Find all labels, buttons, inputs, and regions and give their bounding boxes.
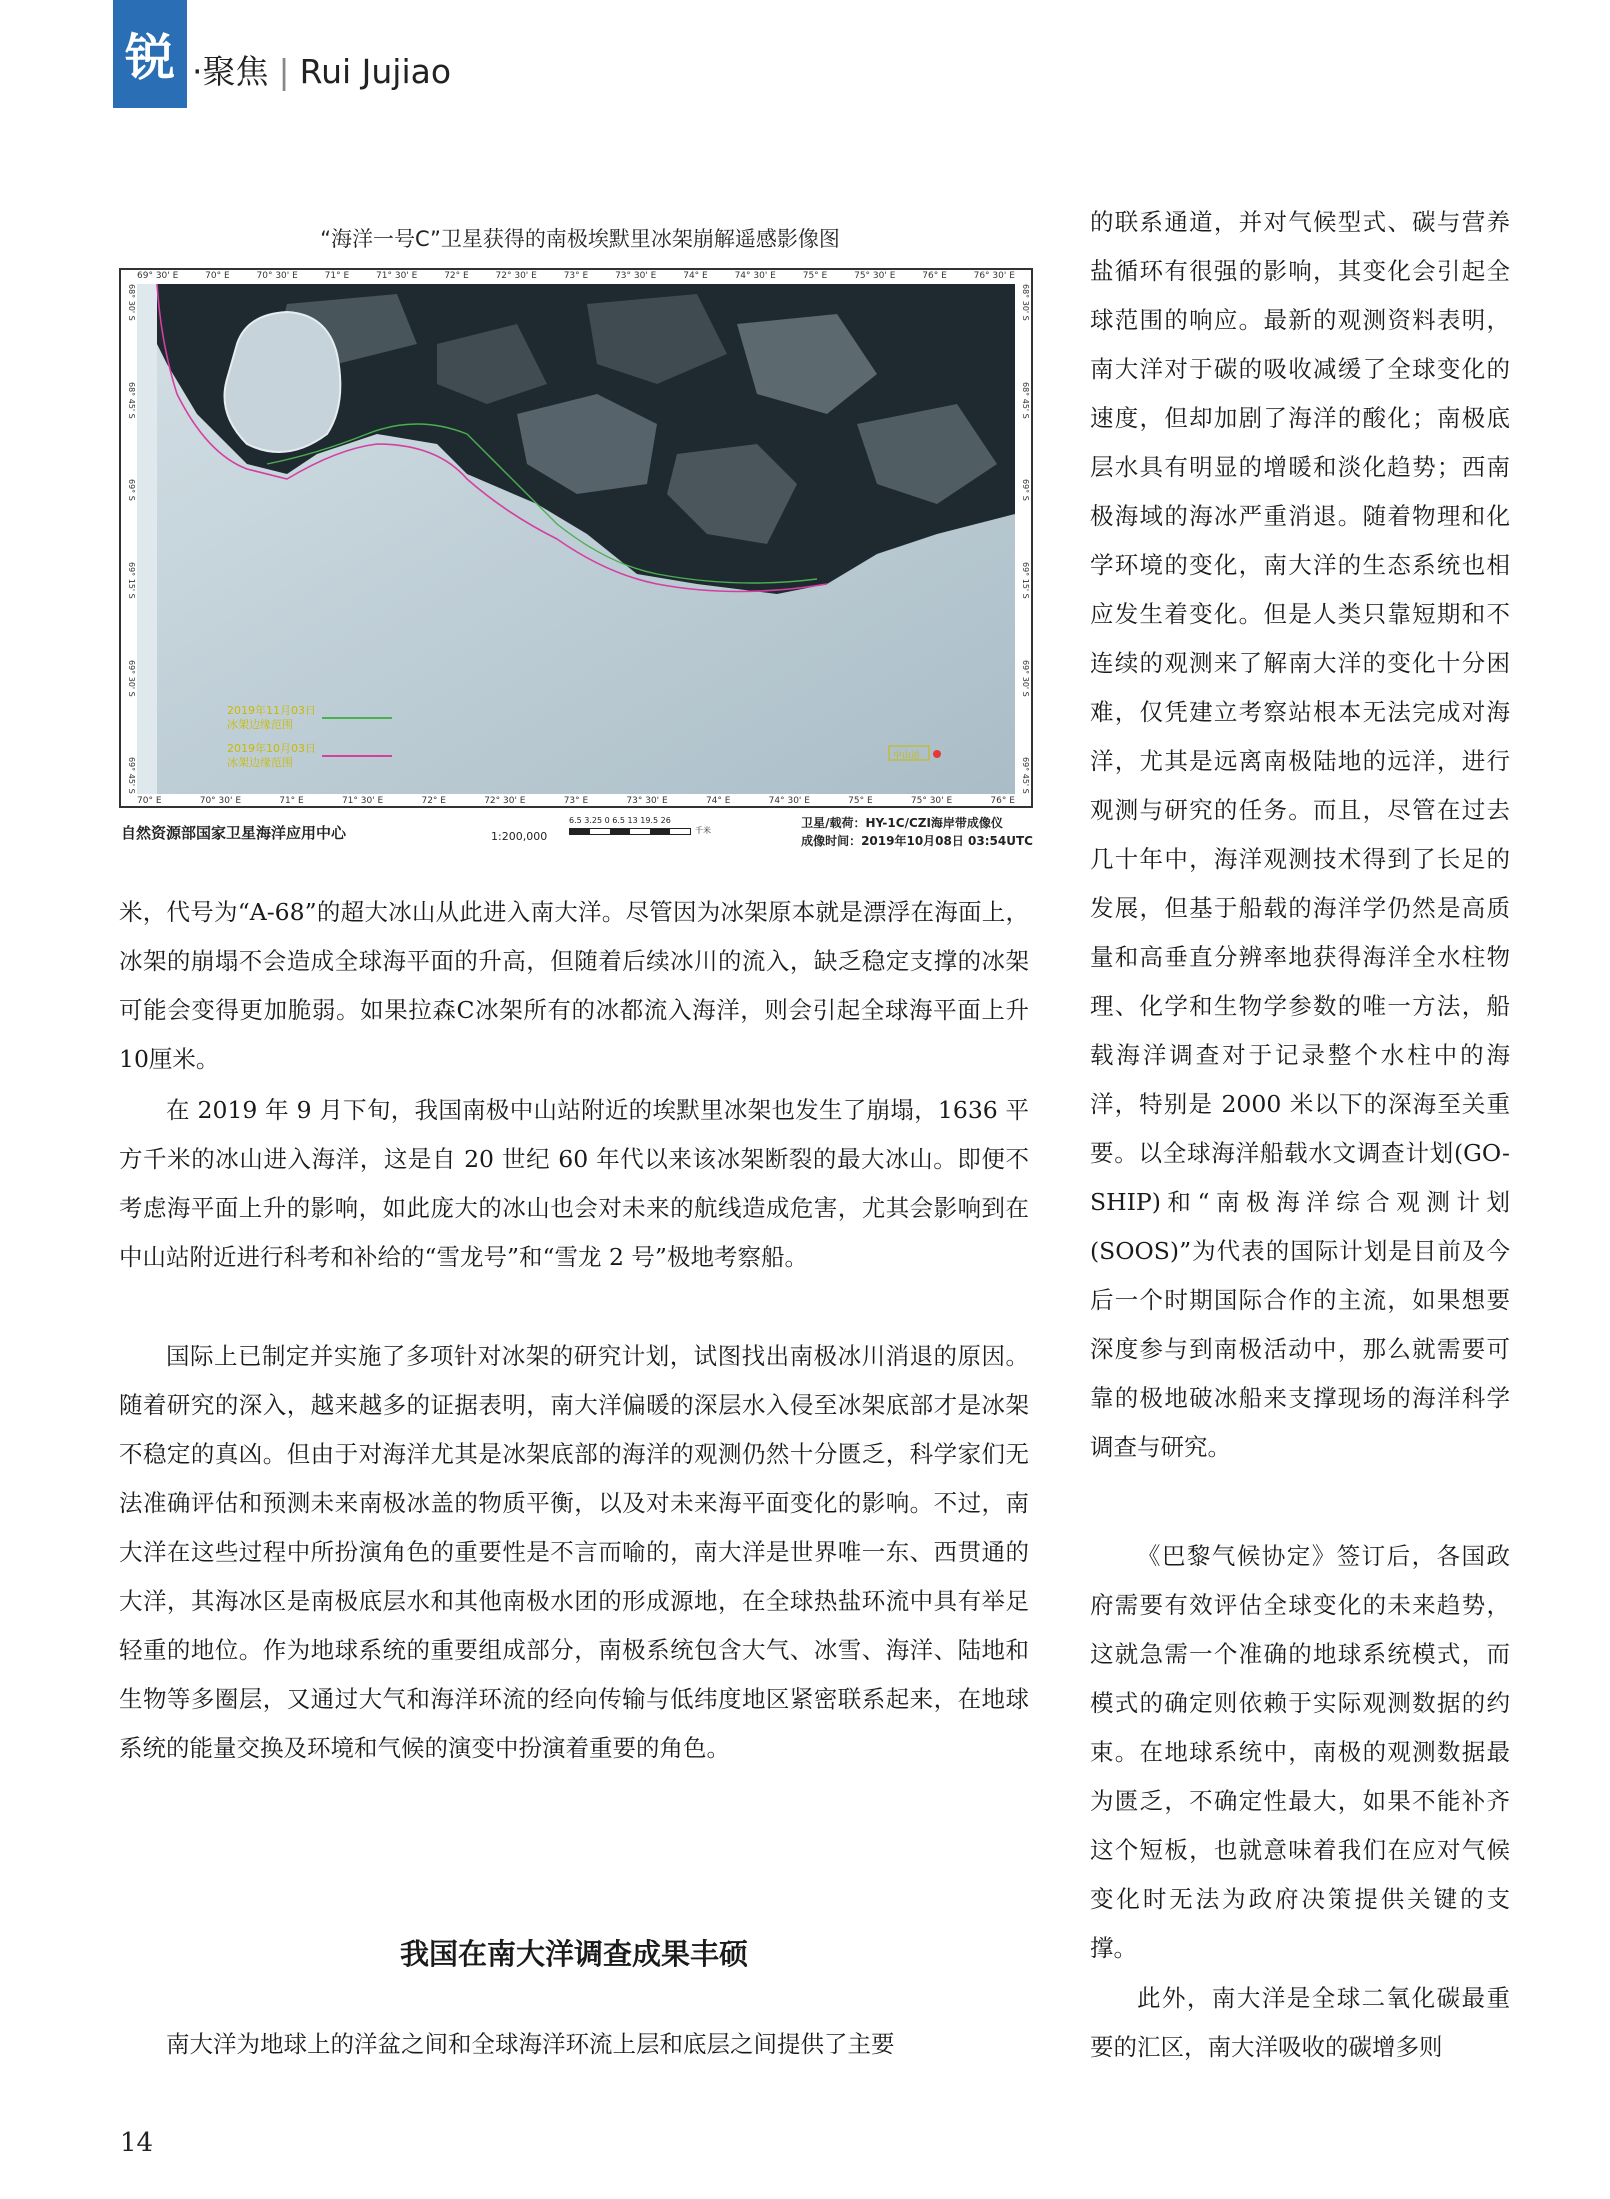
bottom-tick-labels [121,796,1031,806]
tick-label: 68° 45' S [1021,381,1030,419]
station-label: 中山站 [893,751,921,761]
tick-label: 75° E [802,271,828,281]
tick-label: 70° E [137,796,162,806]
figure-caption: “海洋一号C”卫星获得的南极埃默里冰架崩解遥感影像图 [320,227,840,251]
right-paragraph-1: 的联系通道，并对气候型式、碳与营养盐循环有很强的影响，其变化会引起全球范围的响应。最新的观测资料表明，南大洋对于碳的吸收减缓了全球变化的速度，但却加剧了海洋的酸化；南极底层水具有明显的增暖和淡化趋势；西南极海域的海冰严重消退。随着物理和化学环境的变化，南大洋的生态系统也相应发生着变化。但是人类只靠短期和不连续的观测来了解南大洋的变化十分困难，仅凭建立考察站根本无法完成对海洋，尤其是远离南极陆地的远洋，进行观测与研究的任务。而且，尽管在过去几十年中，海洋观测技术得到了长足的发展，但基于船载的海洋学仍然是高质量和高垂直分辨率地获得海洋全水柱物理、化学和生物学参数的唯一方法，船载海洋调查对于记录整个水柱中的海洋，特别是 2000 米以下的深海至关重要。以全球海洋船载水文调查计划(GO-SHIP)和“南极海洋综合观测计划(SOOS)”为代表的国际计划是目前及今后一个时期国际合作的主流，如果想要深度参与到南极活动中，那么就需要可靠的极地破冰船来支撑现场的海洋科学调查与研究。 [1090,208,1510,1461]
tick-label: 68° 30' S [127,284,136,321]
right-tick-labels [1016,284,1030,794]
scale-bar-graphic [569,828,691,835]
tick-label: 74° 30' E [768,796,810,806]
header-divider: | [278,52,290,91]
right-paragraph-2: 《巴黎气候协定》签订后，各国政府需要有效评估全球变化的未来趋势，这就急需一个准确的地球系统模式，而模式的确定则依赖于实际观测数据的约束。在地球系统中，南极的观测数据最为匮乏，不确定性最大，如果不能补齐这个短板，也就意味着我们在应对气候变化时无法为政府决策提供关键的支撑。 [1090,1542,1510,1962]
tick-label: 72° E [421,796,446,806]
scale-unit: 千米 [695,826,711,835]
tick-label: 73° E [563,796,589,806]
satellite-info: 卫星/载荷：HY-1C/CZI海岸带成像仪 [801,816,1003,830]
tick-label: 71° E [324,271,350,281]
tick-label: 69° 30' S [127,659,136,697]
tick-label: 69° S [127,479,136,502]
tick-label: 69° 45' S [127,757,136,794]
section-heading: 我国在南大洋调查成果丰硕 [399,1937,748,1971]
satellite-image [137,284,1015,794]
legend-label: 冰架边缘范围 [227,756,293,769]
tick-label: 72° 30' E [495,271,537,281]
tick-label: 72° E [444,271,469,281]
tick-label: 69° S [1021,479,1030,502]
column-header [192,52,451,92]
left-paragraph-2: 在 2019 年 9 月下旬，我国南极中山站附近的埃默里冰架也发生了崩塌，1636 平方千米的冰山进入海洋，这是自 20 世纪 60 年代以来该冰架断裂的最大冰山。即便不考虑海平面上升的影响，如此庞大的冰山也会对未来的航线造成危害，尤其会影响到在中山站附近进行科考和补给的“雪龙号”和“雪龙 2 号”极地考察船。 [119,1096,1029,1271]
scale-numbers: 6.5 3.25 0 6.5 13 19.5 26 [569,816,671,825]
tick-label: 74° E [705,796,731,806]
legend-entry [227,704,392,732]
scale-bar [569,816,711,836]
tick-label: 74° E [683,271,708,281]
right-paragraph-3: 此外，南大洋是全球二氧化碳最重要的汇区，南大洋吸收的碳增多则 [1090,1984,1510,2061]
legend-date: 2019年10月03日 [227,742,316,755]
section-label: ·聚焦 [192,52,269,91]
column-logo: 锐 [113,0,187,108]
legend-line [322,717,392,719]
tick-label: 69° 15' S [127,561,136,599]
tick-label: 76° E [990,796,1015,806]
top-tick-labels [121,271,1031,281]
left-paragraph-1: 米，代号为“A-68”的超大冰山从此进入南大洋。尽管因为冰架原本就是漂浮在海面上，冰架的崩塌不会造成全球海平面的升高，但随着后续冰川的流入，缺乏稳定支撑的冰架可能会变得更加脆弱。如果拉森C冰架所有的冰都流入海洋，则会引起全球海平面上升10厘米。 [119,898,1029,1073]
tick-label: 70° 30' E [199,796,242,806]
legend-line [322,755,392,757]
tick-label: 69° 45' S [1021,757,1030,794]
station-marker-icon [933,750,941,758]
figure-footer [119,812,1033,852]
tick-label: 70° 30' E [256,271,298,281]
tick-label: 71° E [279,796,304,806]
tick-label: 69° 15' S [1021,561,1030,599]
legend-label: 冰架边缘范围 [227,718,293,731]
imaging-time: 成像时间：2019年10月08日 03:54UTC [801,834,1033,848]
tick-label: 75° 30' E [910,796,953,806]
legend-entry [227,742,392,770]
image-metadata [801,814,1033,850]
page-number: 14 [120,2128,154,2158]
tick-label: 69° 30' E [137,271,179,281]
tick-label: 75° E [848,796,873,806]
tick-label: 71° 30' E [341,796,384,806]
tick-label: 68° 30' S [1021,284,1030,321]
legend-date: 2019年11月03日 [227,704,316,717]
tick-label: 75° 30' E [854,271,896,281]
column-title: Rui Jujiao [299,52,452,91]
source-credit: 自然资源部国家卫星海洋应用中心 [121,824,347,842]
left-paragraph-4: 南大洋为地球上的洋盆之间和全球海洋环流上层和底层之间提供了主要 [166,2030,895,2058]
tick-label: 76° 30' E [973,271,1015,281]
tick-label: 70° E [205,271,230,281]
tick-label: 73° E [563,271,589,281]
tick-label: 68° 45' S [127,381,136,419]
left-tick-labels [122,284,136,794]
tick-label: 73° 30' E [615,271,657,281]
tick-label: 71° 30' E [376,271,418,281]
left-paragraph-3: 国际上已制定并实施了多项针对冰架的研究计划，试图找出南极冰川消退的原因。随着研究的深入，越来越多的证据表明，南大洋偏暖的深层水入侵至冰架底部才是冰架不稳定的真凶。但由于对海洋尤其是冰架底部的海洋的观测仍然十分匮乏，科学家们无法准确评估和预测未来南极冰盖的物质平衡，以及对未来海平面变化的影响。不过，南大洋在这些过程中所扮演角色的重要性是不言而喻的，南大洋是世界唯一东、西贯通的大洋，其海冰区是南极底层水和其他南极水团的形成源地，在全球热盐环流中具有举足轻重的地位。作为地球系统的重要组成部分，南极系统包含大气、冰雪、海洋、陆地和生物等多圈层，又通过大气和海洋环流的经向传输与低纬度地区紧密联系起来，在地球系统的能量交换及环境和气候的演变中扮演着重要的角色。 [119,1342,1029,1762]
map-legend [227,704,392,780]
tick-label: 73° 30' E [626,796,668,806]
tick-label: 74° 30' E [734,271,776,281]
scale-ratio: 1:200,000 [491,830,548,843]
satellite-image-figure [119,268,1033,808]
tick-label: 76° E [922,271,947,281]
tick-label: 72° 30' E [484,796,526,806]
tick-label: 69° 30' S [1021,659,1030,697]
